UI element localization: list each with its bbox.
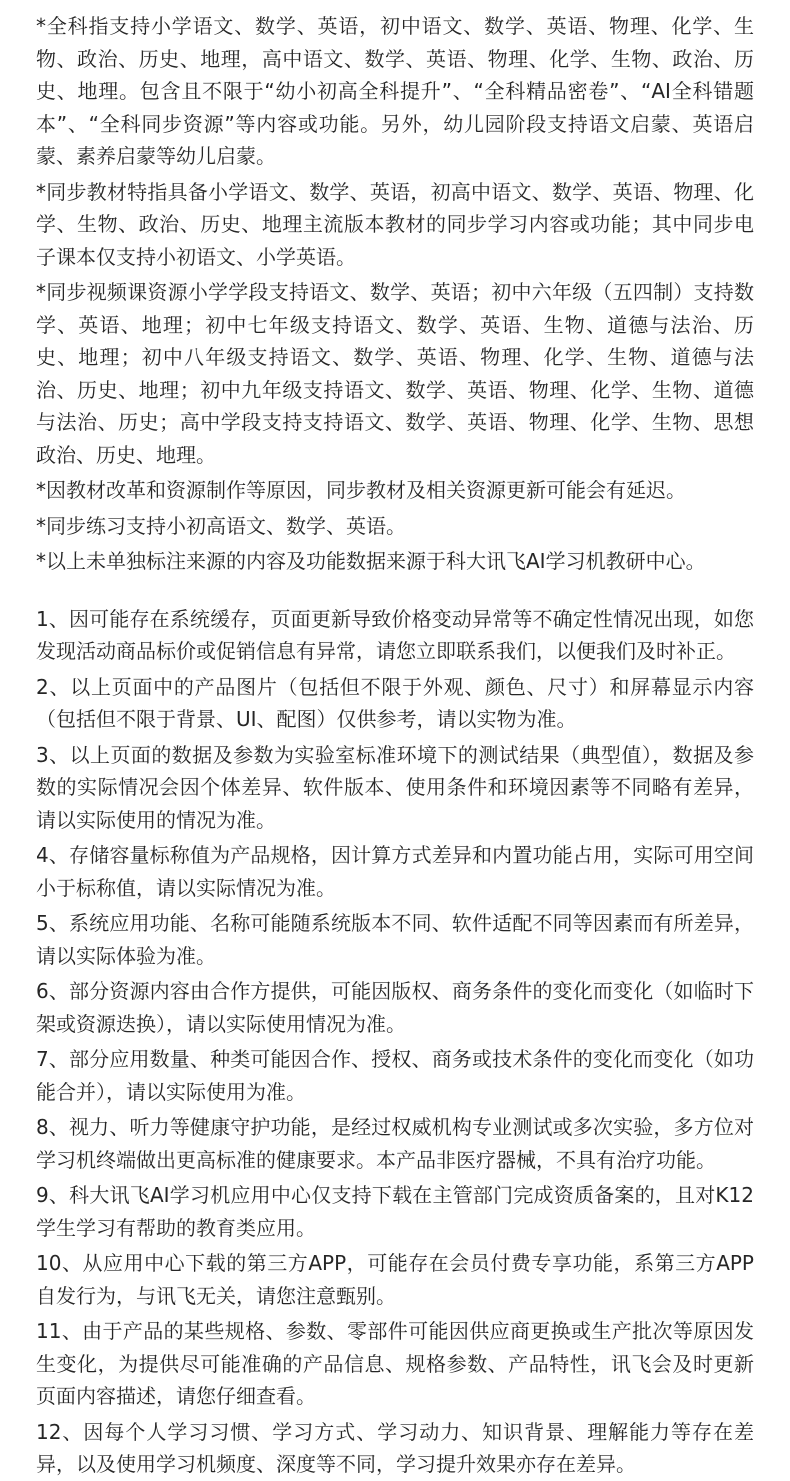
notice-item: 6、部分资源内容由合作方提供，可能因版权、商务条件的变化而变化（如临时下架或资源迭换），请以实际使用情况为准。	[36, 979, 754, 1036]
footnote-sync-textbooks: *同步教材特指具备小学语文、数学、英语，初高中语文、数学、英语、物理、化学、生物、政治、历史、地理主流版本教材的同步学习内容或功能；其中同步电子课本仅支持小初语文、小学英语。	[36, 179, 754, 269]
notice-item: 2、以上页面中的产品图片（包括但不限于外观、颜色、尺寸）和屏幕显示内容（包括但不限于背景、UI、配图）仅供参考，请以实物为准。	[36, 674, 754, 731]
notice-item: 5、系统应用功能、名称可能随系统版本不同、软件适配不同等因素而有所差异，请以实际体验为准。	[36, 911, 754, 968]
notice-item: 10、从应用中心下载的第三方APP，可能存在会员付费专享功能，系第三方APP自发行为，与讯飞无关，请您注意甄别。	[36, 1251, 754, 1308]
notice-item: 12、因每个人学习习惯、学习方式、学习动力、知识背景、理解能力等存在差异，以及使用学习机频度、深度等不同，学习提升效果亦存在差异。	[36, 1419, 754, 1476]
notice-item: 1、因可能存在系统缓存，页面更新导致价格变动异常等不确定性情况出现，如您发现活动商品标价或促销信息有异常，请您立即联系我们，以便我们及时补正。	[36, 606, 754, 663]
footnote-data-source: *以上未单独标注来源的内容及功能数据来源于科大讯飞AI学习机教研中心。	[36, 549, 706, 573]
footnotes-section	[36, 10, 754, 578]
notice-item: 9、科大讯飞AI学习机应用中心仅支持下载在主管部门完成资质备案的，且对K12学生学习有帮助的教育类应用。	[36, 1183, 754, 1240]
notice-item: 3、以上页面的数据及参数为实验室标准环境下的测试结果（典型值），数据及参数的实际情况会因个体差异、软件版本、使用条件和环境因素等不同略有差异，请以实际使用的情况为准。	[36, 742, 754, 832]
notice-item: 11、由于产品的某些规格、参数、零部件可能因供应商更换或生产批次等原因发生变化，为提供尽可能准确的产品信息、规格参数、产品特性，讯飞会及时更新页面内容描述，请您仔细查看。	[36, 1319, 754, 1408]
footnote-all-subjects: *全科指支持小学语文、数学、英语，初中语文、数学、英语、物理、化学、生物、政治、历史、地理，高中语文、数学、英语、物理、化学、生物、政治、历史、地理。包含且不限于“幼小初高全科提升”、“全科精品密卷”、“AI全科错题本”、“全科同步资源”等内容或功能。另外，幼儿园阶段支持语文启蒙、英语启蒙、素养启蒙等幼儿启蒙。	[36, 14, 754, 168]
footnote-sync-video: *同步视频课资源小学学段支持语文、数学、英语；初中六年级（五四制）支持数学、英语、地理；初中七年级支持语文、数学、英语、生物、道德与法治、历史、地理；初中八年级支持语文、数学、英语、物理、化学、生物、道德与法治、历史、地理；初中九年级支持语文、数学、英语、物理、化学、生物、道德与法治、历史；高中学段支持支持语文、数学、英语、物理、化学、生物、思想政治、历史、地理。	[36, 280, 754, 467]
notice-item: 7、部分应用数量、种类可能因合作、授权、商务或技术条件的变化而变化（如功能合并），请以实际使用为准。	[36, 1047, 754, 1104]
section-divider	[36, 581, 754, 603]
notices-section	[36, 603, 754, 1481]
notice-item: 4、存储容量标称值为产品规格，因计算方式差异和内置功能占用，实际可用空间小于标称值，请以实际情况为准。	[36, 843, 754, 900]
footnote-textbook-delay: *因教材改革和资源制作等原因，同步教材及相关资源更新可能会有延迟。	[36, 478, 686, 502]
footnote-sync-practice: *同步练习支持小初高语文、数学、英语。	[36, 513, 406, 538]
notice-item: 8、视力、听力等健康守护功能，是经过权威机构专业测试或多次实验，多方位对学习机终端做出更高标准的健康要求。本产品非医疗器械，不具有治疗功能。	[36, 1115, 754, 1172]
